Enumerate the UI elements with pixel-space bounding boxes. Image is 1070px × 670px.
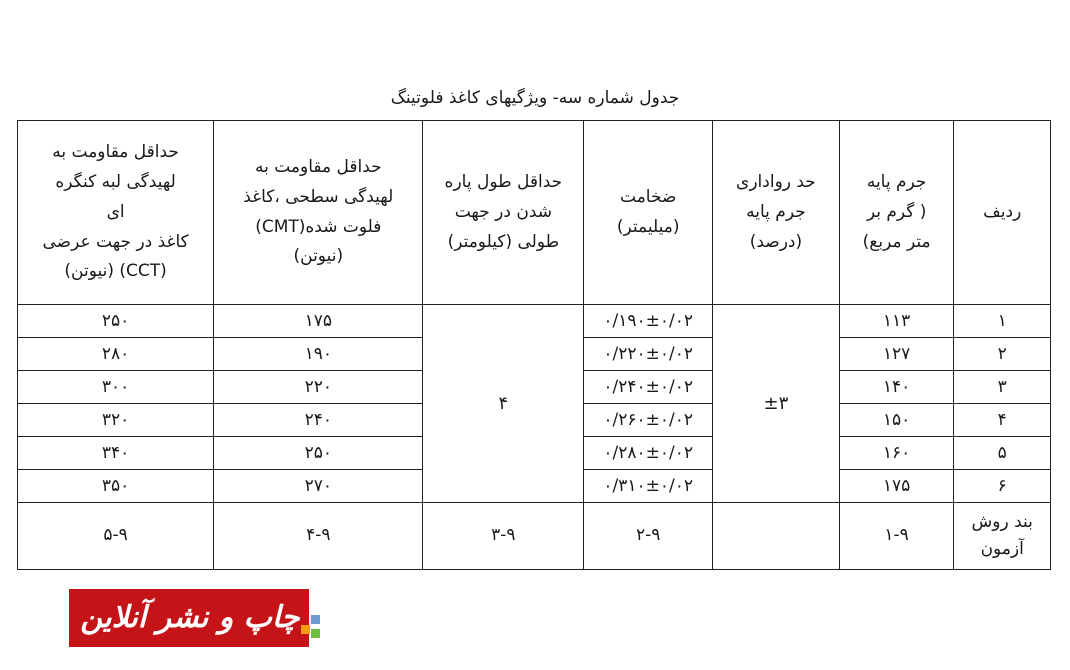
- cell-cmt: ۱۹۰: [214, 338, 423, 371]
- header-cmt-line: (نیوتن): [293, 246, 344, 267]
- cell-thickness: ۰/۲۶۰±۰/۰۲: [584, 404, 713, 437]
- cell-row-number: ۱: [954, 305, 1051, 338]
- table-row: [18, 305, 1051, 338]
- cell-row-number: ۶: [954, 470, 1051, 503]
- logo-square-blue: [311, 615, 320, 624]
- cell-test-method-label: [954, 503, 1051, 570]
- header-thickness-line: ضخامت: [620, 186, 677, 207]
- cell-test-method-cct: ۵-۹: [18, 503, 214, 570]
- cell-basis-weight: ۱۴۰: [839, 371, 954, 404]
- cell-tear-length-merged: ۴: [423, 305, 584, 503]
- cell-test-method-cmt: ۴-۹: [214, 503, 423, 570]
- header-basis-weight-line: ( گرم بر: [866, 201, 927, 222]
- cell-basis-weight: ۱۲۷: [839, 338, 954, 371]
- cell-row-number: ۲: [954, 338, 1051, 371]
- cell-thickness: ۰/۲۲۰±۰/۰۲: [584, 338, 713, 371]
- header-cct-line: ای: [106, 201, 125, 222]
- header-basis-weight-line: متر مربع): [862, 231, 931, 252]
- header-row: [18, 121, 1051, 305]
- cell-cmt: ۲۵۰: [214, 437, 423, 470]
- cell-cct: ۳۲۰: [18, 404, 214, 437]
- cell-cct: ۳۰۰: [18, 371, 214, 404]
- cell-cct: ۳۵۰: [18, 470, 214, 503]
- header-row-number: ردیف: [954, 121, 1051, 305]
- header-cct-line: کاغذ در جهت عرضی: [42, 231, 189, 252]
- cell-thickness: ۰/۲۸۰±۰/۰۲: [584, 437, 713, 470]
- cell-thickness: ۰/۲۴۰±۰/۰۲: [584, 371, 713, 404]
- logo-band: [69, 589, 309, 647]
- logo-square-orange: [301, 625, 310, 634]
- cell-row-number: ۴: [954, 404, 1051, 437]
- header-tolerance: [713, 121, 840, 305]
- test-method-label-line: آزمون: [980, 539, 1024, 560]
- cell-cmt: ۲۲۰: [214, 371, 423, 404]
- logo-text: چاپ و نشر آنلاین: [80, 600, 300, 635]
- header-tear-length: [423, 121, 584, 305]
- test-method-row: [18, 503, 1051, 570]
- cell-cmt: ۱۷۵: [214, 305, 423, 338]
- header-cmt-line: لهیدگی سطحی ،کاغذ: [243, 186, 394, 207]
- header-cmt-line: فلوت شده(CMT): [255, 216, 382, 237]
- cell-row-number: ۵: [954, 437, 1051, 470]
- cell-thickness: ۰/۳۱۰±۰/۰۲: [584, 470, 713, 503]
- flouting-paper-spec-table: [17, 120, 1051, 570]
- header-thickness-line: (میلیمتر): [616, 216, 680, 237]
- header-cmt: [214, 121, 423, 305]
- header-basis-weight-line: جرم پایه: [866, 172, 927, 193]
- cell-cct: ۲۸۰: [18, 338, 214, 371]
- cell-basis-weight: ۱۶۰: [839, 437, 954, 470]
- cell-thickness: ۰/۱۹۰±۰/۰۲: [584, 305, 713, 338]
- header-tear-length-line: شدن در جهت: [454, 201, 552, 222]
- cell-test-method-tolerance: [713, 503, 840, 570]
- header-tear-length-line: طولی (کیلومتر): [447, 231, 560, 252]
- cell-basis-weight: ۱۱۳: [839, 305, 954, 338]
- test-method-label-line: بند روش: [971, 511, 1033, 532]
- header-cct-line: (CCT) (نیوتن): [64, 261, 167, 282]
- header-thickness: [584, 121, 713, 305]
- cell-test-method-basis: ۱-۹: [839, 503, 954, 570]
- header-tolerance-line: (درصد): [749, 231, 803, 252]
- header-tear-length-line: حداقل طول پاره: [444, 172, 563, 193]
- publisher-logo: [69, 589, 319, 647]
- cell-basis-weight: ۱۷۵: [839, 470, 954, 503]
- logo-square-green: [311, 629, 320, 638]
- cell-test-method-thickness: ۲-۹: [584, 503, 713, 570]
- cell-cmt: ۲۷۰: [214, 470, 423, 503]
- cell-tolerance-merged: ±۳: [713, 305, 840, 503]
- header-basis-weight: [839, 121, 954, 305]
- header-cct-line: لهیدگی لبه کنگره: [55, 172, 176, 193]
- cell-test-method-tear: ۳-۹: [423, 503, 584, 570]
- header-tolerance-line: جرم پایه: [746, 201, 806, 222]
- cell-cmt: ۲۴۰: [214, 404, 423, 437]
- table-caption: جدول شماره سه- ویژگیهای کاغذ فلوتینگ: [390, 88, 680, 108]
- header-cct: [18, 121, 214, 305]
- header-tolerance-line: حد رواداری: [736, 172, 816, 193]
- header-cct-line: حداقل مقاومت به: [52, 142, 179, 163]
- cell-basis-weight: ۱۵۰: [839, 404, 954, 437]
- header-cmt-line: حداقل مقاومت به: [254, 157, 382, 178]
- cell-cct: ۳۴۰: [18, 437, 214, 470]
- cell-cct: ۲۵۰: [18, 305, 214, 338]
- cell-row-number: ۳: [954, 371, 1051, 404]
